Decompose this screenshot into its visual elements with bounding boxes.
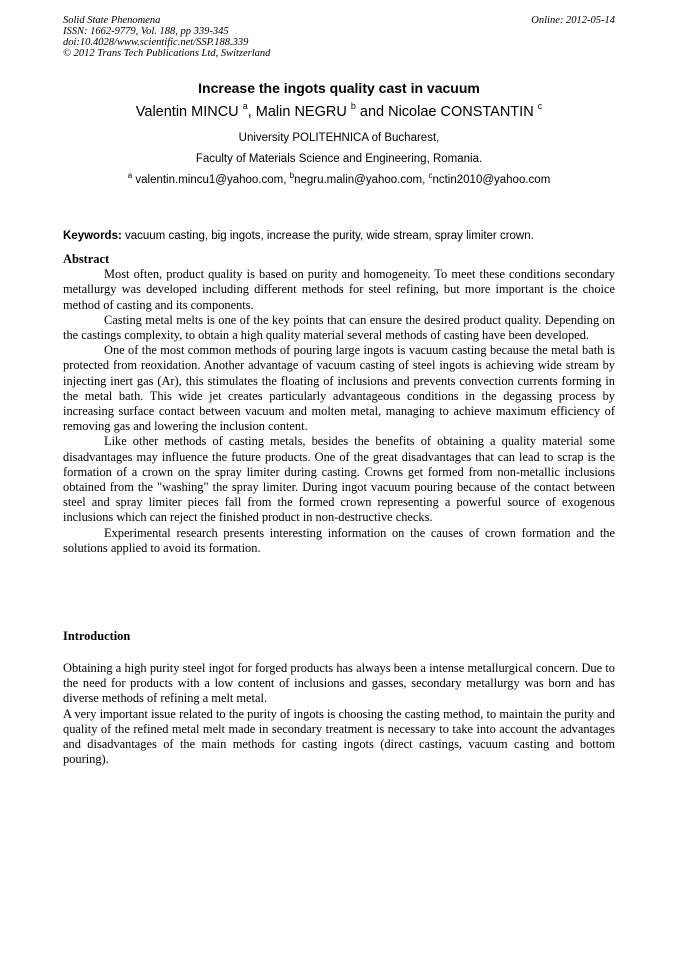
author-1: Valentin MINCU [135,104,239,120]
paper-title: Increase the ingots quality cast in vacuum [198,80,480,96]
email-b: negru.malin@yahoo.com, [294,174,429,186]
author-line [0,101,678,120]
email-c: nctin2010@yahoo.com [432,174,551,186]
introduction-section [63,661,615,767]
email-b-mark: b [289,171,295,180]
journal-copyright: © 2012 Trans Tech Publications Ltd, Switzerland [63,48,271,59]
author-3: and Nicolae CONSTANTIN [355,104,534,120]
abstract-paragraph-3: One of the most common methods of pouring large ingots is vacuum casting because the metal bath is protected from reoxidation. Another advantage of vacuum casting of steel ingots is achieving wide stream by injecting inert gas (Ar), this stimulates the floating of inclusions and prevents convection currents forming in the metal bath. This wide jet creates particularly advantageous conditions in the degassing process by increasing surface contact between vacuum and molten metal, managing to achieve maximum efficiency of removing gas and lowering the inclusion content. [63,343,615,434]
author-emails [0,171,678,186]
abstract-paragraph-2: Casting metal melts is one of the key points that can ensure the desired product quality. Depending on the castings complexity, to obtain a high quality material several methods of casting have been developed. [63,312,615,343]
email-a: valentin.mincu1@yahoo.com, [135,174,290,186]
email-a-mark: a [127,171,133,180]
journal-header [63,15,270,59]
journal-issn: ISSN: 1662-9779, Vol. 188, pp 339-345 [63,26,229,37]
affiliation-university: University POLITEHNICA of Bucharest, [238,132,440,144]
keywords [63,230,615,242]
abstract-section [63,252,615,556]
author-2: , Malin NEGRU [247,104,347,120]
online-date: Online: 2012-05-14 [531,15,615,26]
author-2-mark: b [350,101,356,111]
abstract-paragraph-4: Like other methods of casting metals, besides the benefits of obtaining a quality material some disadvantages may influence the future products. One of the great disadvantages that can lead to scrap is the formation of a crown on the spray limiter during casting. Crowns get formed from non-metallic inclusions obtained from the "washing" the spray limiter. During ingot vacuum pouring because of the contact between steel and spray limiter pieces fall from the formed crown representing a powerful source of exogenous inclusions which can reject the finished product in non-destructive checks. [63,434,615,525]
keywords-label: Keywords: [63,230,122,242]
journal-name: Solid State Phenomena [63,15,161,26]
abstract-paragraph-5: Experimental research presents interesting information on the causes of crown formation and the solutions applied to avoid its formation. [63,525,615,555]
introduction-heading: Introduction [63,629,131,643]
journal-doi: doi:10.4028/www.scientific.net/SSP.188.339 [63,37,249,48]
abstract-heading: Abstract [63,252,110,266]
introduction-paragraph-1: Obtaining a high purity steel ingot for forged products has always been a intense metallurgical concern. Due to the need for products with a low content of inclusions and gasses, secondary metallurgy was born and has diverse methods of refining a melt metal. [63,661,615,706]
introduction-paragraph-2: A very important issue related to the purity of ingots is choosing the casting method, to maintain the purity and quality of the refined metal melt made in secondary treatment is necessary to take into account the advantages and disadvantages of the main methods for casting ingots (direct castings, vacuum casting and bottom pouring). [63,706,615,767]
abstract-paragraph-1: Most often, product quality is based on purity and homogeneity. To meet these conditions secondary metallurgy was developed including different methods for steel refining, but more important is the choice method of casting and its components. [63,267,615,312]
keywords-text: vacuum casting, big ingots, increase the purity, wide stream, spray limiter crown. [121,230,534,242]
affiliation-faculty: Faculty of Materials Science and Engineering, Romania. [195,153,483,165]
author-3-mark: c [537,101,543,111]
email-c-mark: c [428,171,433,180]
author-1-mark: a [242,101,248,111]
